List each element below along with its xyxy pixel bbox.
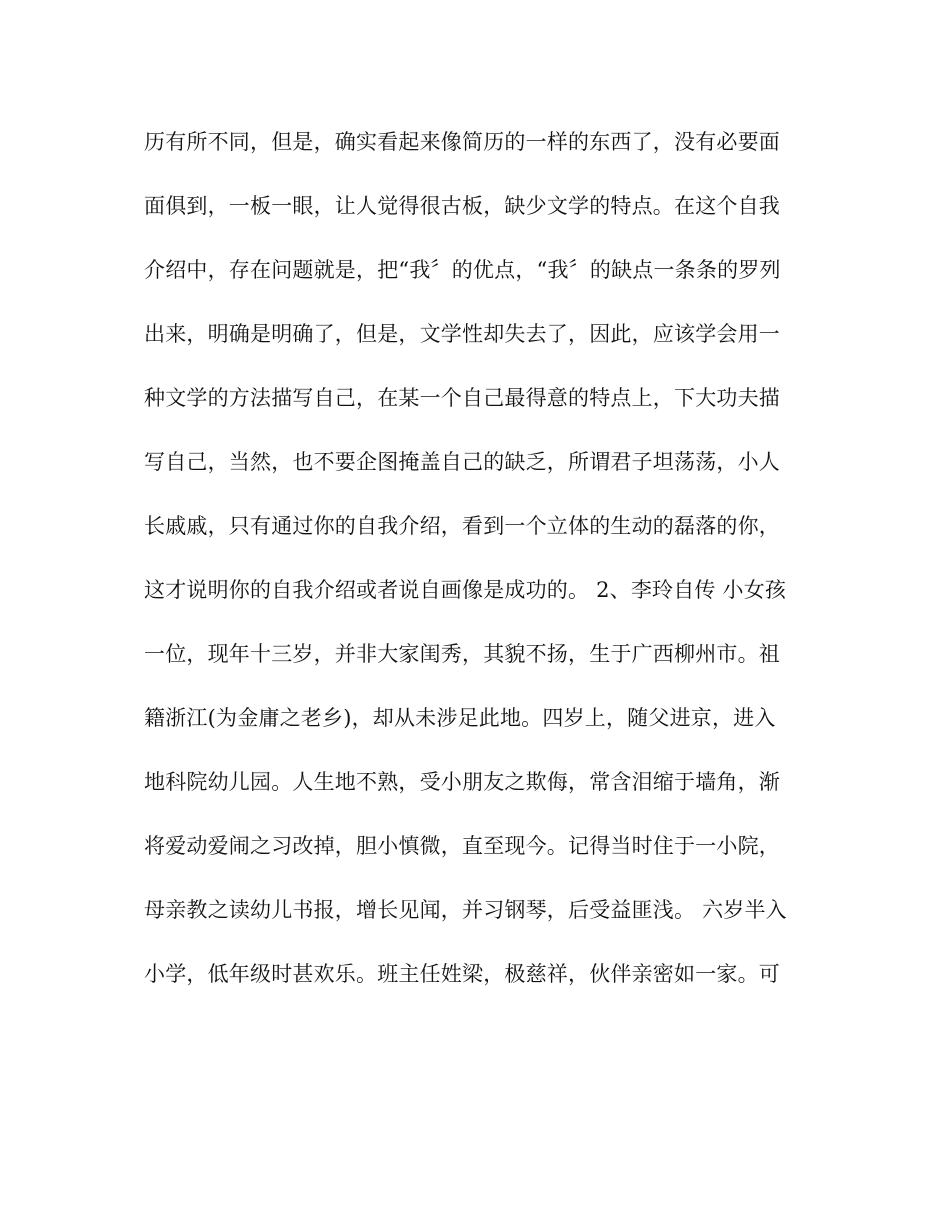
text-line: 籍浙江(为金庸之老乡)，却从未涉足此地。四岁上，随父进京，进入	[144, 706, 776, 730]
text-line: 将爱动爱闹之习改掉，胆小慎微，直至现今。记得当时住于一小院，	[144, 834, 780, 858]
text-line: 种文学的方法描写自己，在某一个自己最得意的特点上，下大功夫描	[144, 386, 780, 410]
text-line: 写自己，当然，也不要企图掩盖自己的缺乏，所谓君子坦荡荡，小人	[144, 450, 780, 474]
text-line: 出来，明确是明确了，但是，文学性却失去了，因此，应该学会用一	[144, 322, 780, 346]
text-line: 一位，现年十三岁，并非大家闺秀，其貌不扬，生于广西柳州市。祖	[144, 642, 780, 666]
text-line: 地科院幼儿园。人生地不熟，受小朋友之欺侮，常含泪缩于墙角，渐	[144, 770, 780, 794]
text-line: 介绍中，存在问题就是，把“我〞的优点，“我〞的缺点一条条的罗列	[144, 258, 781, 282]
body-text	[144, 123, 824, 1019]
text-line: 母亲教之读幼儿书报，增长见闻，并习钢琴，后受益匪浅。 六岁半入	[144, 898, 787, 922]
text-line: 长戚戚，只有通过你的自我介绍，看到一个立体的生动的磊落的你，	[144, 514, 780, 538]
text-line: 这才说明你的自我介绍或者说自画像是成功的。 2、李玲自传 小女孩	[144, 578, 787, 602]
text-line: 小学，低年级时甚欢乐。班主任姓梁，极慈祥，伙伴亲密如一家。可	[144, 962, 780, 986]
text-line: 面俱到，一板一眼，让人觉得很古板，缺少文学的特点。在这个自我	[144, 194, 780, 218]
text-line: 历有所不同，但是，确实看起来像简历的一样的东西了，没有必要面	[144, 130, 780, 154]
